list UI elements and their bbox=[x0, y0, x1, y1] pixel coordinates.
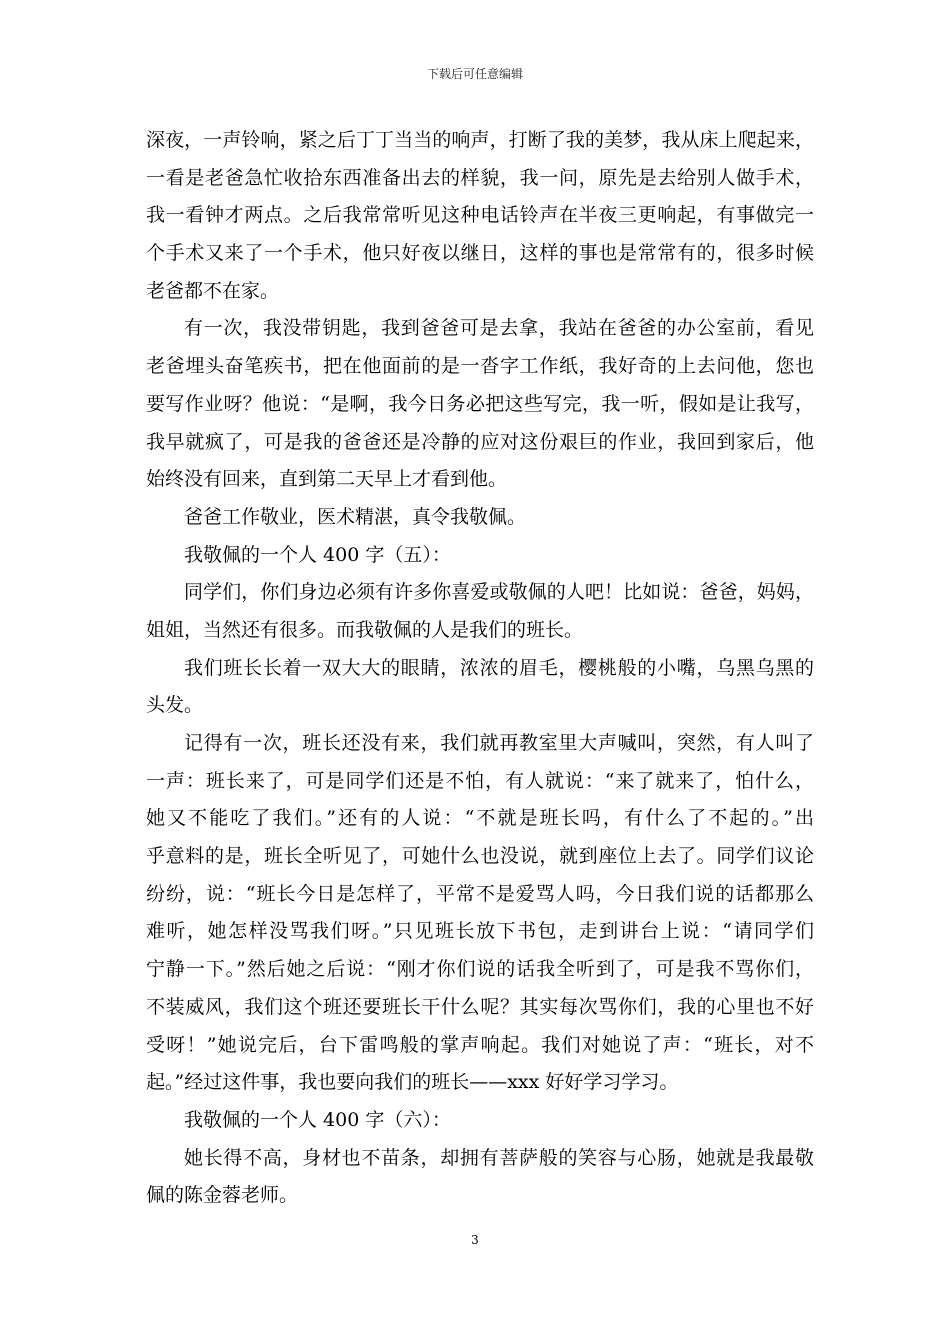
text-line: 乎意料的是，班长全听见了，可她什么也没说，就到座位上去了。同学们议论 bbox=[146, 845, 814, 868]
text-line: 记得有一次，班长还没有来，我们就再教室里大声喊叫，突然，有人叫了 bbox=[184, 732, 814, 754]
text-line: 爸爸工作敬业，医术精湛，真令我敬佩。 bbox=[184, 505, 527, 528]
section-heading bbox=[146, 537, 814, 575]
text-line: 同学们，你们身边必须有许多你喜爱或敬佩的人吧！比如说：爸爸，妈妈， bbox=[184, 581, 814, 604]
text-line: 要写作业呀？他说：“是啊，我今日务必把这些写完，我一听，假如是让我写， bbox=[146, 392, 814, 415]
text-line: 她又不能吃了我们。”还有的人说：“不就是班长吗，有什么了不起的。”出 bbox=[146, 807, 814, 830]
text-line: 我一看钟才两点。之后我常常听见这种电话铃声在半夜三更响起，有事做完一 bbox=[146, 204, 814, 227]
paragraph bbox=[146, 122, 814, 310]
text-line: 我敬佩的一个人 400 字（六）： bbox=[184, 1108, 451, 1131]
paragraph bbox=[146, 310, 814, 498]
text-line: 佩的陈金蓉老师。 bbox=[146, 1184, 299, 1207]
text-line: 深夜，一声铃响，紧之后丁丁当当的响声，打断了我的美梦，我从床上爬起来， bbox=[146, 129, 814, 151]
text-line: 不装威风，我们这个班还要班长干什么呢？其实每次骂你们，我的心里也不好 bbox=[146, 995, 814, 1018]
document-body bbox=[146, 122, 814, 1215]
text-line: 一声：班长来了，可是同学们还是不怕，有人就说：“来了就来了，怕什么， bbox=[146, 769, 814, 792]
text-line: 始终没有回来，直到第二天早上才看到他。 bbox=[146, 468, 508, 491]
text-line: 难听，她怎样没骂我们呀。”只见班长放下书包，走到讲台上说：“请同学们 bbox=[146, 920, 814, 943]
text-line: 头发。 bbox=[146, 694, 204, 717]
text-line: 受呀！”她说完后，台下雷鸣般的掌声响起。我们对她说了声：“班长，对不 bbox=[146, 1033, 814, 1056]
text-line: 她长得不高，身材也不苗条，却拥有菩萨般的笑容与心肠，她就是我最敬 bbox=[184, 1146, 814, 1169]
page-header: 下载后可任意编辑 bbox=[426, 67, 523, 81]
paragraph bbox=[146, 650, 814, 725]
text-line: 起。”经过这件事，我也要向我们的班长——xxx 好好学习学习。 bbox=[146, 1071, 679, 1094]
page-number: 3 bbox=[471, 1233, 479, 1247]
text-line: 姐姐，当然还有很多。而我敬佩的人是我们的班长。 bbox=[146, 618, 584, 641]
text-line: 我们班长长着一双大大的眼睛，浓浓的眉毛，樱桃般的小嘴，乌黑乌黑的 bbox=[184, 656, 814, 679]
text-line: 宁静一下。”然后她之后说：“刚才你们说的话我全听到了，可是我不骂你们， bbox=[146, 958, 814, 981]
text-line: 老爸都不在家。 bbox=[146, 279, 280, 302]
text-line: 我早就疯了，可是我的爸爸还是冷静的应对这份艰巨的作业，我回到家后，他 bbox=[146, 430, 814, 453]
paragraph bbox=[146, 725, 814, 1102]
text-line: 我敬佩的一个人 400 字（五）： bbox=[184, 543, 451, 566]
paragraph bbox=[146, 499, 814, 537]
paragraph bbox=[146, 1140, 814, 1215]
paragraph bbox=[146, 574, 814, 649]
text-line: 一看是老爸急忙收拾东西准备出去的样貌，我一问，原先是去给别人做手术， bbox=[146, 166, 814, 189]
text-line: 个手术又来了一个手术，他只好夜以继日，这样的事也是常常有的，很多时候 bbox=[146, 242, 814, 265]
text-line: 纷纷，说：“班长今日是怎样了，平常不是爱骂人吗，今日我们说的话都那么 bbox=[146, 882, 814, 905]
section-heading bbox=[146, 1102, 814, 1140]
text-line: 有一次，我没带钥匙，我到爸爸可是去拿，我站在爸爸的办公室前，看见 bbox=[184, 317, 814, 340]
text-line: 老爸埋头奋笔疾书，把在他面前的是一沓字工作纸，我好奇的上去问他，您也 bbox=[146, 355, 814, 378]
